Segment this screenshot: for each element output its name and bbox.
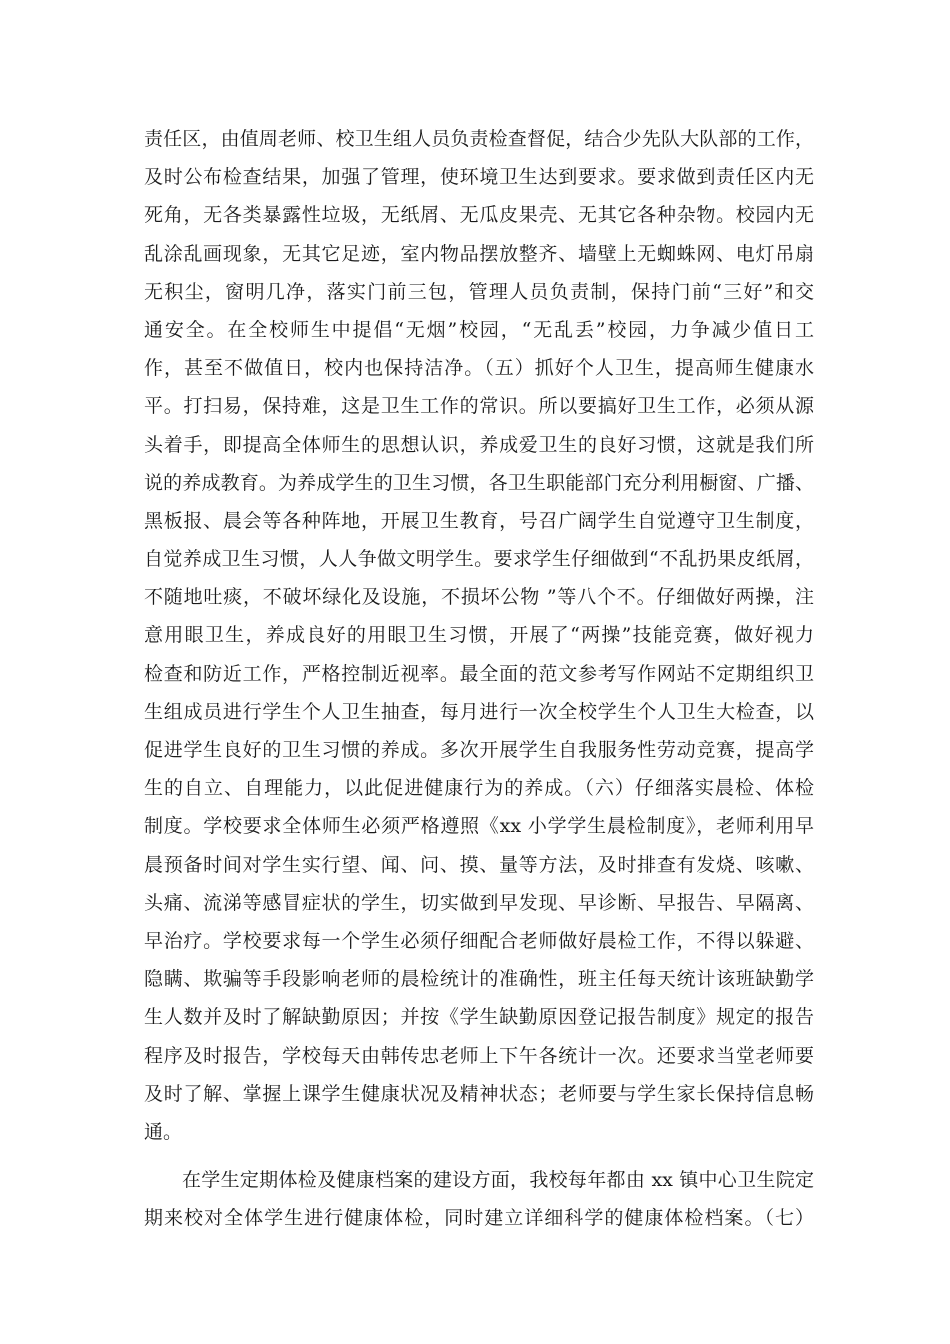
text-line: 晨预备时间对学生实行望、闻、问、摸、量等方法，及时排查有发烧、咳嗽、 [144,853,814,876]
text-line: 在学生定期体检及健康档案的建设方面，我校每年都由 xx 镇中心卫生院定 [182,1169,814,1192]
paragraph-1 [144,120,814,1151]
text-line: 及时公布检查结果，加强了管理，使环境卫生达到要求。要求做到责任区内无 [144,166,814,189]
text-line: 作，甚至不做值日，校内也保持洁净。（五）抓好个人卫生，提高师生健康水 [144,357,814,380]
text-line: 生的自立、自理能力，以此促进健康行为的养成。（六）仔细落实晨检、体检 [144,777,814,800]
text-line: 隐瞒、欺骗等手段影响老师的晨检统计的准确性，班主任每天统计该班缺勤学 [144,968,814,991]
text-line: 意用眼卫生，养成良好的用眼卫生习惯，开展了“两操”技能竞赛，做好视力 [144,624,814,647]
text-line: 平。打扫易，保持难，这是卫生工作的常识。所以要搞好卫生工作，必须从源 [144,395,814,418]
document-body [144,120,814,1237]
text-line: 及时了解、掌握上课学生健康状况及精神状态；老师要与学生家长保持信息畅 [144,1082,814,1105]
paragraph-2 [144,1161,814,1237]
text-line: 促进学生良好的卫生习惯的养成。多次开展学生自我服务性劳动竞赛，提高学 [144,739,814,761]
text-line: 无积尘，窗明几净，落实门前三包，管理人员负责制，保持门前“三好”和交 [144,280,814,303]
text-line: 制度。学校要求全体师生必须严格遵照《xx 小学学生晨检制度》，老师利用早 [144,815,814,838]
text-line: 黑板报、晨会等各种阵地，开展卫生教育，号召广阔学生自觉遵守卫生制度， [144,509,814,532]
text-line: 生人数并及时了解缺勤原因；并按《学生缺勤原因登记报告制度》规定的报告 [144,1006,814,1029]
text-line: 早治疗。学校要求每一个学生必须仔细配合老师做好晨检工作，不得以躲避、 [144,929,814,952]
text-line: 责任区，由值周老师、校卫生组人员负责检查督促，结合少先队大队部的工作， [144,128,814,150]
text-line: 乱涂乱画现象，无其它足迹，室内物品摆放整齐、墙壁上无蜘蛛网、电灯吊扇 [144,242,814,265]
text-line: 头着手，即提高全体师生的思想认识，养成爱卫生的良好习惯，这就是我们所 [144,433,814,456]
text-line: 通安全。在全校师生中提倡“无烟”校园，“无乱丢”校园，力争减少值日工 [144,318,814,341]
text-line: 期来校对全体学生进行健康体检，同时建立详细科学的健康体检档案。（七） [144,1207,814,1230]
text-line: 检查和防近工作，严格控制近视率。最全面的范文参考写作网站不定期组织卫 [144,662,814,685]
text-line: 生组成员进行学生个人卫生抽查，每月进行一次全校学生个人卫生大检查，以 [144,700,814,723]
text-line: 程序及时报告，学校每天由韩传忠老师上下午各统计一次。还要求当堂老师要 [144,1044,814,1067]
text-line: 头痛、流涕等感冒症状的学生，切实做到早发现、早诊断、早报告、早隔离、 [144,891,814,914]
text-line: 自觉养成卫生习惯，人人争做文明学生。要求学生仔细做到“不乱扔果皮纸屑， [144,548,814,571]
text-line: 死角，无各类暴露性垃圾，无纸屑、无瓜皮果壳、无其它各种杂物。校园内无 [144,204,814,227]
paragraph-gap [144,1151,814,1161]
text-line: 不随地吐痰，不破坏绿化及设施，不损坏公物 ”等八个不。仔细做好两操，注 [144,586,814,609]
text-line: 通。 [144,1120,183,1143]
text-line: 说的养成教育。为养成学生的卫生习惯，各卫生职能部门充分利用橱窗、广播、 [144,471,814,494]
